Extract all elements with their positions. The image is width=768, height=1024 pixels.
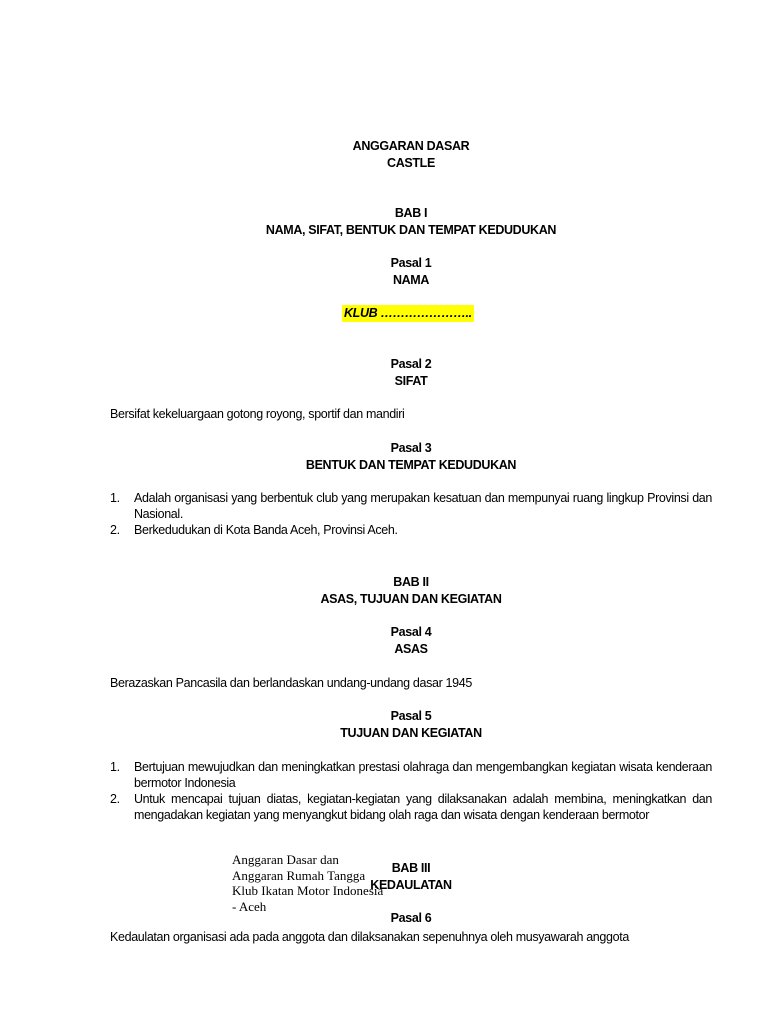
list-item-text: Bertujuan mewujudkan dan meningkatkan prestasi olahraga dan mengembangkan kegiatan wisata kenderaan bermotor Indonesia bbox=[134, 760, 712, 790]
list-item-number: 2. bbox=[110, 523, 120, 537]
document-title-line1: ANGGARAN DASAR bbox=[352, 139, 470, 153]
bab2-label: BAB II bbox=[393, 575, 429, 589]
list-item-number: 2. bbox=[110, 792, 120, 806]
pasal6-label: Pasal 6 bbox=[390, 911, 432, 925]
pasal1-label: Pasal 1 bbox=[390, 256, 432, 270]
list-item-number: 1. bbox=[110, 760, 120, 774]
list-item bbox=[110, 522, 712, 538]
document-title-line2: CASTLE bbox=[387, 156, 435, 170]
pasal2-title: SIFAT bbox=[394, 374, 428, 388]
overlay-caption bbox=[232, 852, 383, 914]
bab1-title: NAMA, SIFAT, BENTUK DAN TEMPAT KEDUDUKAN bbox=[265, 223, 557, 237]
bab3-title: KEDAULATAN bbox=[370, 878, 452, 892]
list-item bbox=[110, 759, 712, 791]
list-item-number: 1. bbox=[110, 491, 120, 505]
list-item-text: Berkedudukan di Kota Banda Aceh, Provinsi Aceh. bbox=[134, 523, 398, 537]
bab1-label: BAB I bbox=[394, 206, 428, 220]
list-item-text: Untuk mencapai tujuan diatas, kegiatan-kegiatan yang dilaksanakan adalah membina, meningkatkan dan mengadakan kegiatan yang menyangkut bidang olah raga dan wisata dengan kenderaan bermotor bbox=[134, 792, 712, 822]
list-item-text: Adalah organisasi yang berbentuk club yang merupakan kesatuan dan mempunyai ruang lingkup Provinsi dan Nasional. bbox=[134, 491, 712, 521]
pasal3-list bbox=[110, 490, 712, 538]
pasal3-title: BENTUK DAN TEMPAT KEDUDUKAN bbox=[305, 458, 517, 472]
club-name-placeholder: KLUB ………………….. bbox=[344, 306, 472, 320]
list-item bbox=[110, 791, 712, 823]
pasal6-text: Kedaulatan organisasi ada pada anggota dan dilaksanakan sepenuhnya oleh musyawarah anggota bbox=[110, 930, 629, 944]
pasal5-title: TUJUAN DAN KEGIATAN bbox=[340, 726, 482, 740]
pasal3-label: Pasal 3 bbox=[390, 441, 432, 455]
list-item bbox=[110, 490, 712, 522]
pasal1-title: NAMA bbox=[392, 273, 430, 287]
bab2-title: ASAS, TUJUAN DAN KEGIATAN bbox=[320, 592, 502, 606]
overlay-caption-line1: Anggaran Dasar dan bbox=[232, 852, 339, 867]
bab3-label: BAB III bbox=[391, 861, 431, 875]
pasal2-text: Bersifat kekeluargaan gotong royong, sportif dan mandiri bbox=[110, 407, 405, 421]
pasal4-title: ASAS bbox=[394, 642, 428, 656]
overlay-caption-line4: - Aceh bbox=[232, 898, 267, 914]
pasal5-list bbox=[110, 759, 712, 823]
overlay-caption-line2: Anggaran Rumah Tangga bbox=[232, 867, 366, 883]
pasal4-text: Berazaskan Pancasila dan berlandaskan undang-undang dasar 1945 bbox=[110, 676, 472, 690]
pasal4-label: Pasal 4 bbox=[390, 625, 432, 639]
overlay-caption-line3: Klub Ikatan Motor Indonesia bbox=[232, 883, 384, 898]
pasal2-label: Pasal 2 bbox=[390, 357, 432, 371]
pasal5-label: Pasal 5 bbox=[390, 709, 432, 723]
